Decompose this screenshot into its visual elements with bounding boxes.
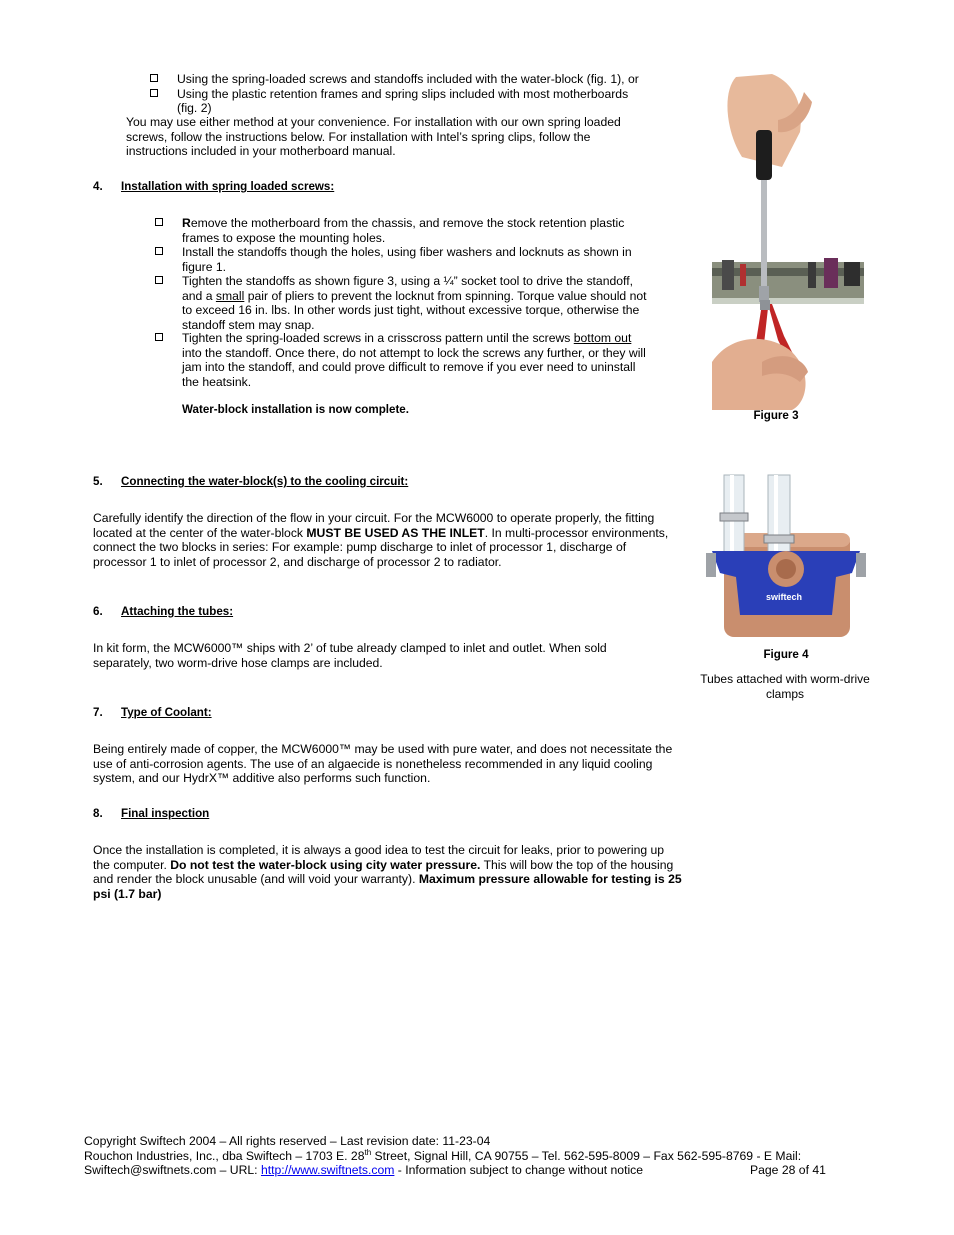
- section-number: 7.: [93, 706, 103, 719]
- s8-text: Once the installation is completed, it is always a good idea to test the circuit for leaks, prior to powering up the computer.: [93, 843, 665, 872]
- s4-bullet-1-initial: R: [182, 216, 191, 230]
- checkbox-bullet: [155, 247, 163, 255]
- figure-4-illustration: [704, 473, 868, 639]
- figure-4-logo-text: swiftech: [766, 592, 803, 602]
- s4-bullet-4-text: Tighten the spring-loaded screws in a crisscross pattern until the screws: [182, 331, 574, 345]
- s5-paragraph: [93, 511, 673, 569]
- s5-text: Carefully identify the direction of the flow in your circuit. For the MCW6000 to operate properly, the fitting located at the center of the water-block: [93, 511, 655, 540]
- checkbox-bullet: [155, 276, 163, 284]
- footer-email: Swiftech@swiftnets.com – URL:: [84, 1163, 261, 1177]
- s4-bullet-3-text-end: pair of pliers to prevent the locknut from spinning. Torque value should not to exceed 16 in. lbs. In other words just tight, without excessive torque, otherwise the standoff stem may snap.: [182, 288, 647, 332]
- s7-paragraph: Being entirely made of copper, the MCW6000™ may be used with pure water, and does not necessitate the use of anti-corrosion agents. The use of an algaecide is nonetheless recommended in any liquid cooling system, and our HydrX™ additive also performs such function.: [93, 742, 673, 785]
- intro-bullet-1: Using the spring-loaded screws and standoffs included with the water-block (fig. 1), or: [177, 72, 639, 86]
- figure-3-caption: Figure 3: [753, 409, 799, 422]
- section-title: Attaching the tubes:: [121, 605, 234, 618]
- section-title: Final inspection: [121, 807, 210, 820]
- section-number: 6.: [93, 605, 103, 618]
- s4-bullet-4-emph: bottom out: [573, 331, 632, 345]
- s4-bullet-2: Install the standoffs though the holes, using fiber washers and locknuts as shown in figure 1.: [182, 245, 632, 274]
- section-number: 4.: [93, 180, 103, 193]
- s4-bullet-3: [182, 274, 652, 332]
- intro-bullet-2: Using the plastic retention frames and spring slips included with most motherboards: [177, 87, 629, 101]
- figure-4-image: [704, 473, 868, 639]
- footer-address-text: Rouchon Industries, Inc., dba Swiftech – 1703 E. 28: [84, 1149, 365, 1163]
- footer-copyright: Copyright Swiftech 2004 – All rights reserved – Last revision date: 11-23-04: [84, 1134, 491, 1148]
- section-title: Installation with spring loaded screws:: [121, 180, 335, 193]
- figure-3-illustration: [712, 72, 864, 410]
- s5-text-end: . In multi-processor environments, connect the two blocks in series: For example: pump discharge to inlet of processor 1, discharge of processor 1 to inlet of processor 2, and discharge of processor 2 to radiator.: [93, 525, 669, 569]
- s8-text-mid: This will bow the top of the housing and render the block unusable (and will void your warranty).: [93, 857, 674, 886]
- s4-bullet-4: [182, 331, 652, 389]
- checkbox-bullet: [155, 333, 163, 341]
- s4-bullet-3-text: Tighten the standoffs as shown figure 3, using a ¼” socket tool to drive the standoff, and a: [182, 274, 633, 303]
- footer-ordinal: th: [364, 1147, 372, 1157]
- checkbox-bullet: [150, 74, 158, 82]
- section-title: Connecting the water-block(s) to the cooling circuit:: [121, 475, 409, 488]
- figure-4-caption: Figure 4: [763, 648, 809, 661]
- s8-warning: Do not test the water-block using city water pressure.: [170, 857, 481, 872]
- s4-bullet-1-text: emove the motherboard from the chassis, and remove the stock retention plastic frames to expose the mounting holes.: [182, 216, 625, 245]
- intro-paragraph: You may use either method at your convenience. For installation with our own spring loaded screws, follow the instructions below. For installation with Intel’s spring clips, follow the instructions included in your motherboard manual.: [126, 115, 621, 158]
- footer-address: [84, 1149, 801, 1164]
- s8-paragraph: [93, 843, 683, 901]
- footer-address-text-end: Street, Signal Hill, CA 90755 – Tel. 562-595-8009 – Fax 562-595-8769 - E Mail:: [371, 1149, 802, 1163]
- s4-bullet-1: [182, 216, 652, 245]
- s4-bullet-4-text-end: into the standoff. Once there, do not attempt to lock the screws any further, or they will jam into the standoff, and could prove difficult to remove if you ever need to uninstall the heatsink.: [182, 345, 646, 389]
- s8-max-pressure: Maximum pressure allowable for testing is 25 psi (1.7 bar): [93, 872, 682, 901]
- s5-emph: MUST BE USED AS THE INLET: [306, 525, 485, 540]
- s4-bullet-3-emph: small: [215, 288, 245, 303]
- intro-bullet-2-cont: (fig. 2): [177, 101, 212, 115]
- footer-url-link[interactable]: http://www.swiftnets.com: [260, 1163, 395, 1177]
- s6-paragraph: In kit form, the MCW6000™ ships with 2’ of tube already clamped to inlet and outlet. When sold separately, two worm-drive hose clamps are included.: [93, 641, 607, 670]
- footer-page-number: Page 28 of 41: [750, 1163, 826, 1177]
- checkbox-bullet: [155, 218, 163, 226]
- section-number: 8.: [93, 807, 103, 820]
- footer-contact: [84, 1163, 643, 1178]
- figure-3-image: [712, 72, 864, 410]
- s4-complete-note: Water-block installation is now complete.: [182, 403, 409, 416]
- section-title: Type of Coolant:: [121, 706, 212, 719]
- section-number: 5.: [93, 475, 103, 488]
- checkbox-bullet: [150, 89, 158, 97]
- footer-notice: - Information subject to change without notice: [394, 1163, 644, 1177]
- figure-4-description: Tubes attached with worm-drive clamps: [700, 672, 870, 701]
